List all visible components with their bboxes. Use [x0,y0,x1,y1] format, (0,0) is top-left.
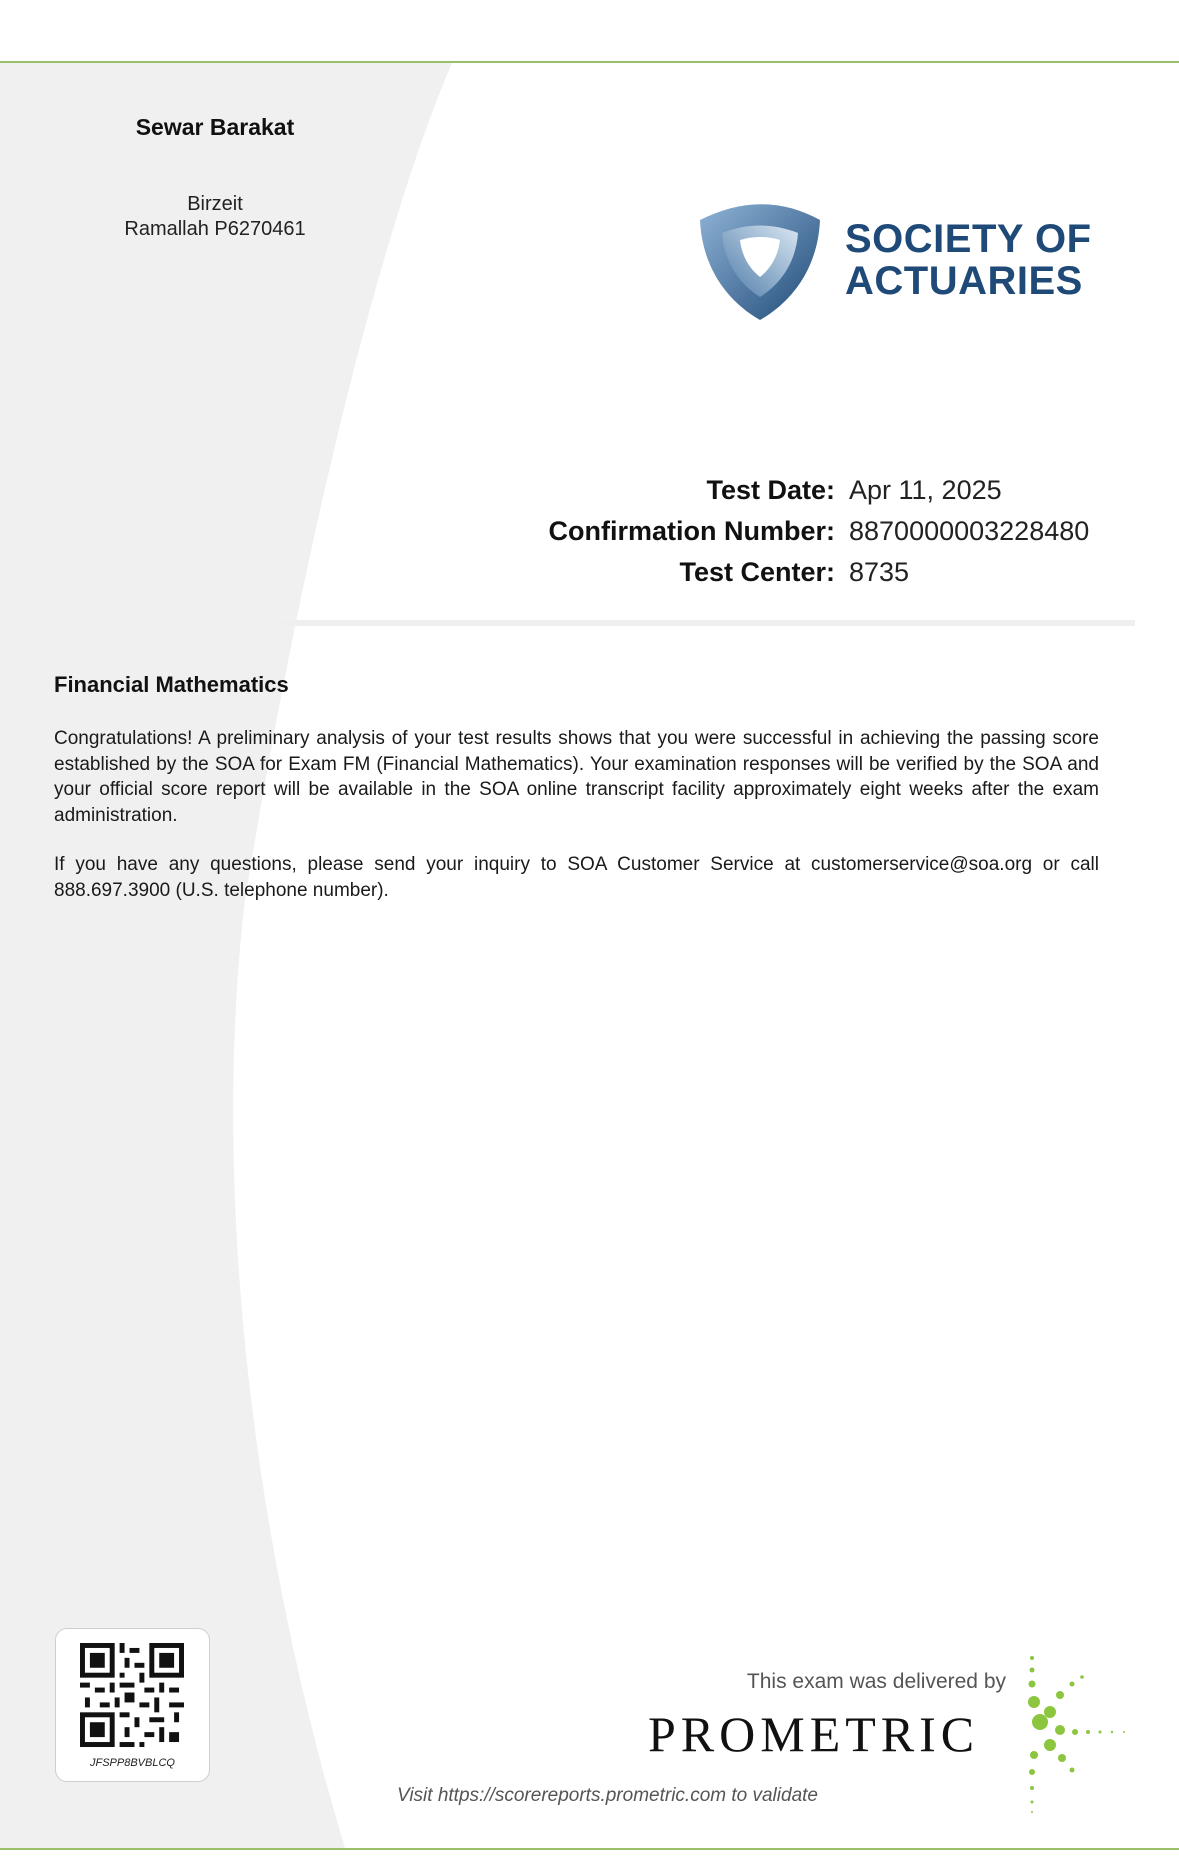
confirmation-number-row [480,511,1120,552]
section-divider [275,620,1135,626]
logo-line-1: SOCIETY OF [845,217,1092,261]
candidate-city: Birzeit [187,193,243,215]
test-center-row [480,552,1120,593]
test-center-value: 8735 [849,557,910,587]
delivered-by-text: This exam was delivered by [746,1670,1006,1693]
congratulations-paragraph: Congratulations! A preliminary analysis of your test results shows that you were successful in achieving the passing score established by the SOA for Exam FM (Financial Mathematics). Your examination responses will be verified by the SOA and your official score report will be available in the SOA online transcript facility approximately eight weeks after the exam administration. [54,728,1099,826]
test-date-value: Apr 11, 2025 [849,475,1002,505]
top-rule [0,61,1179,63]
qr-code-text: JFSPP8BVBLCQ [90,1757,175,1769]
qr-code-box [55,1628,210,1782]
bottom-rule [0,1848,1179,1850]
logo-line-2: ACTUARIES [845,259,1083,303]
candidate-name: Sewar Barakat [135,114,295,140]
exam-title: Financial Mathematics [54,672,289,697]
test-date-row [480,470,1120,511]
test-center-label: Test Center: [679,557,835,587]
candidate-address-line: Ramallah P6270461 [124,218,306,240]
prometric-wordmark: PROMETRIC [648,1706,980,1762]
confirmation-number-label: Confirmation Number: [548,516,835,546]
test-date-label: Test Date: [706,475,835,505]
qr-code-icon [80,1643,184,1747]
test-details [480,470,1120,593]
confirmation-number-value: 8870000003228480 [849,516,1090,546]
contact-paragraph: If you have any questions, please send your inquiry to SOA Customer Service at customerservice@soa.org or call 888.697.3900 (U.S. telephone number). [54,854,1099,901]
prometric-starburst-icon [1020,1650,1140,1815]
soa-wordmark [845,218,1092,302]
validate-link-text: Visit https://scorereports.prometric.com to validate [397,1785,818,1806]
